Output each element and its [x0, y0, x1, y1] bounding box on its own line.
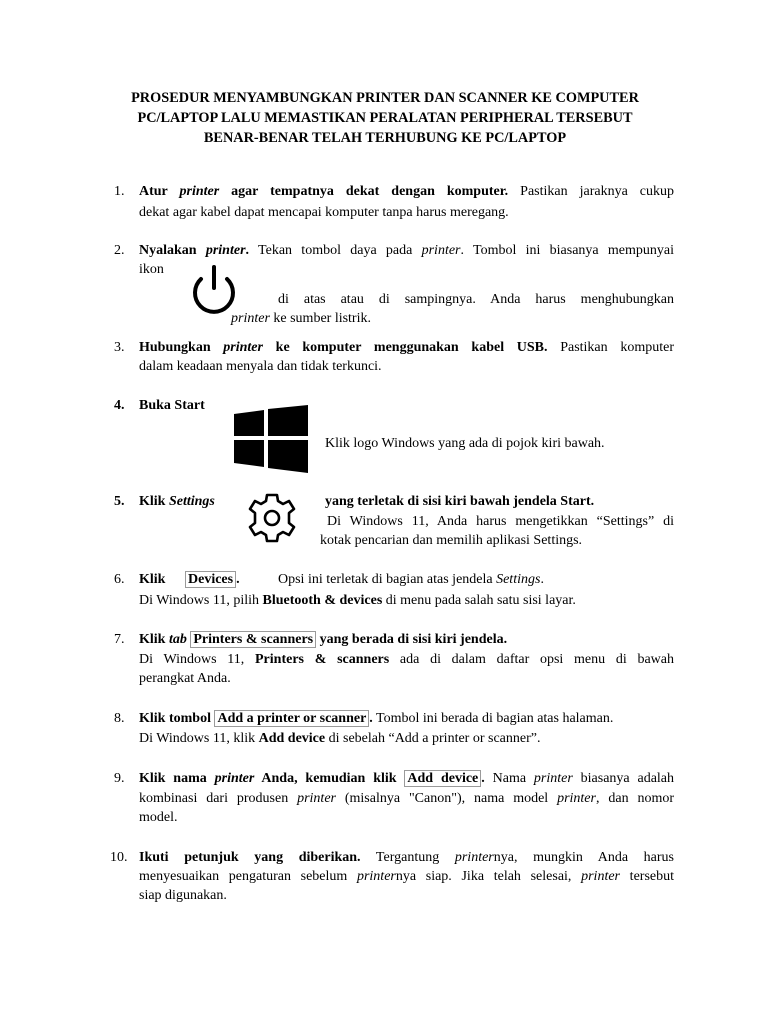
windows-logo-icon	[234, 405, 308, 473]
document-title	[95, 88, 675, 148]
step-text-line-2: Di Windows 11, klik Add device di sebelah “Add a printer or scanner”.	[139, 731, 541, 746]
step-text: Klik Settings	[139, 494, 215, 509]
step-text-line-2: kombinasi dari produsen printer (misalnya "Canon"), nama model printer, dan nomor	[139, 791, 675, 806]
step-text-line-2: Di Windows 11, Anda harus mengetikkan “Settings” di	[327, 514, 674, 529]
step-text: Klik tab Printers & scanners yang berada di sisi kiri jendela.	[139, 632, 508, 647]
step-text-line-3: siap digunakan.	[139, 888, 227, 903]
step-text-line-3: di atas atau di sampingnya. Anda harus menghubungkan	[278, 292, 674, 307]
title-line-1: PROSEDUR MENYAMBUNGKAN PRINTER DAN SCANNER KE COMPUTER	[131, 90, 639, 106]
step-text-line-4: printer ke sumber listrik.	[231, 311, 371, 326]
step-number: 2.	[114, 243, 125, 258]
step-text-line-3: kotak pencarian dan memilih aplikasi Settings.	[320, 533, 583, 548]
step-number: 3.	[114, 340, 125, 355]
title-line-3: BENAR-BENAR TELAH TERHUBUNG KE PC/LAPTOP	[203, 130, 567, 146]
devices-label: Devices	[185, 571, 236, 588]
step-number: 6.	[114, 572, 125, 587]
step-number: 8.	[114, 711, 125, 726]
step-text: Buka Start	[139, 398, 205, 413]
step-text-line-2: dalam keadaan menyala dan tidak terkunci.	[139, 359, 382, 374]
step-text-line-3: model.	[139, 810, 178, 825]
step-text: Klik nama printer Anda, kemudian klik Add device . Nama printer biasanya adalah	[139, 771, 675, 786]
step-text-line-2: menyesuaikan pengaturan sebelum printernya siap. Jika telah selesai, printer tersebut	[139, 869, 674, 884]
step-text-right: yang terletak di sisi kiri bawah jendela Start.	[325, 494, 595, 509]
title-line-2: PC/LAPTOP LALU MEMASTIKAN PERALATAN PERIPHERAL TERSEBUT	[137, 110, 633, 126]
step-box-label: Devices .	[185, 570, 240, 589]
step-text: Ikuti petunjuk yang diberikan. Tergantung printernya, mungkin Anda harus	[139, 850, 674, 865]
step-text: Klik	[139, 572, 166, 587]
printers-scanners-label: Printers & scanners	[190, 631, 316, 648]
add-printer-label: Add a printer or scanner	[214, 710, 369, 727]
step-number: 1.	[114, 184, 125, 199]
step-text: Hubungkan printer ke komputer menggunakan kabel USB. Pastikan komputer	[139, 340, 674, 355]
step-number: 5.	[114, 494, 125, 509]
step-number: 9.	[114, 771, 125, 786]
step-text: Nyalakan printer. Tekan tombol daya pada printer. Tombol ini biasanya mempunyai	[139, 243, 674, 258]
step-caption: Klik logo Windows yang ada di pojok kiri bawah.	[325, 436, 605, 451]
add-device-label: Add device	[404, 770, 481, 787]
step-text-line-2: Di Windows 11, Printers & scanners ada di dalam daftar opsi menu di bawah	[139, 652, 674, 667]
step-number: 4.	[114, 398, 125, 413]
step-text-line-2: dekat agar kabel dapat mencapai komputer tanpa harus meregang.	[139, 205, 509, 220]
step-text-line-2: ikon	[139, 262, 164, 277]
step-text-line-2: Di Windows 11, pilih Bluetooth & devices di menu pada salah satu sisi layar.	[139, 593, 576, 608]
step-text: Atur printer agar tempatnya dekat dengan komputer. Pastikan jaraknya cukup	[139, 184, 674, 199]
step-text: Klik tombol Add a printer or scanner . Tombol ini berada di bagian atas halaman.	[139, 711, 614, 726]
step-text-right: Opsi ini terletak di bagian atas jendela Settings.	[278, 572, 544, 587]
step-text-line-3: perangkat Anda.	[139, 671, 231, 686]
step-number: 7.	[114, 632, 125, 647]
step-number: 10.	[110, 850, 128, 865]
gear-icon	[245, 492, 299, 544]
